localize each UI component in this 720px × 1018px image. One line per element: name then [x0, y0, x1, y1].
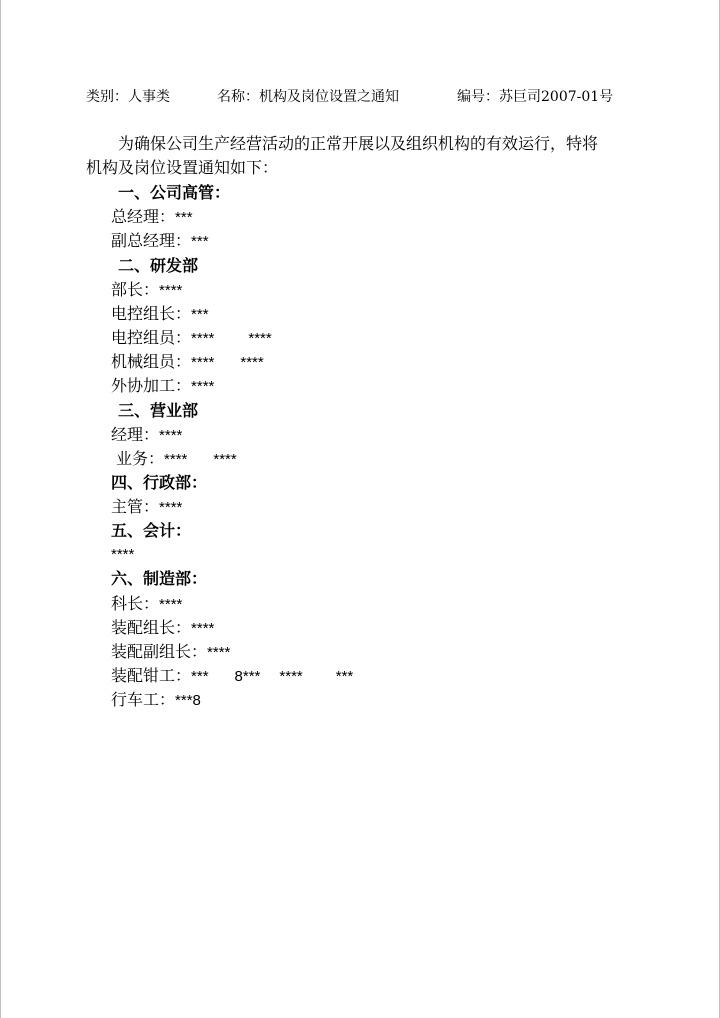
rnd-head-entry: [111, 278, 182, 302]
section-heading-admin: 四、行政部：: [111, 473, 208, 492]
general-manager-label: 总经理：: [111, 207, 176, 226]
electrical-member-entry: [111, 326, 272, 350]
electrical-member-label: 电控组员：: [111, 328, 192, 347]
manufacturing-chief-value: ****: [159, 596, 183, 613]
assembly-leader-value: ****: [191, 620, 215, 637]
mechanical-member-entry: [111, 350, 264, 374]
mechanical-member-value-1: ****: [191, 354, 215, 371]
electrical-member-value-1: ****: [191, 330, 215, 347]
section-heading-executives: 一、公司高管：: [118, 183, 231, 202]
sales-staff-value-2: ****: [213, 451, 237, 468]
assembly-deputy-entry: [111, 640, 230, 664]
general-manager-entry: [111, 205, 193, 229]
intro-line-1: 为确保公司生产经营活动的正常开展以及组织机构的有效运行，特将: [118, 134, 599, 153]
electrical-leader-label: 电控组长：: [111, 304, 192, 323]
general-manager-value: ***: [175, 209, 193, 226]
mechanical-member-label: 机械组员：: [111, 352, 192, 371]
sales-staff-label: 业务：: [116, 449, 165, 468]
electrical-leader-value: ***: [191, 306, 209, 323]
crane-operator-entry: [111, 688, 201, 712]
intro-line-2: 机构及岗位设置通知如下：: [86, 158, 279, 177]
category-field: 类别：人事类: [86, 89, 170, 105]
sales-manager-label: 经理：: [111, 425, 160, 444]
outsourcing-value: ****: [191, 378, 215, 395]
outsourcing-label: 外协加工：: [111, 376, 192, 395]
section-heading-sales: 三、营业部: [118, 401, 199, 420]
admin-supervisor-value: ****: [159, 499, 183, 516]
crane-operator-value: ***8: [175, 692, 201, 709]
rnd-head-value: ****: [159, 282, 183, 299]
deputy-general-manager-label: 副总经理：: [111, 231, 192, 250]
fitter-label: 装配钳工：: [111, 666, 192, 685]
electrical-leader-entry: [111, 302, 209, 326]
manufacturing-chief-label: 科长：: [111, 594, 160, 613]
sales-manager-value: ****: [159, 427, 183, 444]
rnd-head-label: 部长：: [111, 280, 160, 299]
sales-manager-entry: [111, 423, 182, 447]
document-name-field: 名称：机构及岗位设置之通知: [217, 89, 399, 105]
assembly-deputy-label: 装配副组长：: [111, 642, 208, 661]
document-number-field: 编号：苏巨司2007-01号: [457, 89, 614, 105]
accounting-value: ****: [111, 546, 135, 563]
fitter-value-3: ****: [279, 668, 303, 685]
sales-staff-value-1: ****: [164, 451, 188, 468]
fitter-value-2: 8***: [234, 668, 261, 685]
assembly-leader-label: 装配组长：: [111, 618, 192, 637]
assembly-leader-entry: [111, 616, 214, 640]
crane-operator-label: 行车工：: [111, 690, 176, 709]
admin-supervisor-label: 主管：: [111, 497, 160, 516]
fitter-value-4: ***: [335, 668, 354, 685]
admin-supervisor-entry: [111, 495, 182, 519]
section-heading-accounting: 五、会计：: [111, 521, 192, 540]
mechanical-member-value-2: ****: [240, 354, 264, 371]
section-heading-manufacturing: 六、制造部：: [111, 569, 208, 588]
electrical-member-value-2: ****: [248, 330, 272, 347]
sales-staff-entry: [116, 447, 237, 471]
fitter-value-1: ***: [191, 668, 209, 685]
assembly-deputy-value: ****: [207, 644, 231, 661]
deputy-general-manager-value: ***: [191, 233, 209, 250]
manufacturing-chief-entry: [111, 592, 182, 616]
outsourcing-entry: [111, 374, 214, 398]
section-heading-rnd: 二、研发部: [118, 256, 199, 275]
fitter-entry: [111, 664, 353, 688]
deputy-general-manager-entry: [111, 229, 209, 253]
